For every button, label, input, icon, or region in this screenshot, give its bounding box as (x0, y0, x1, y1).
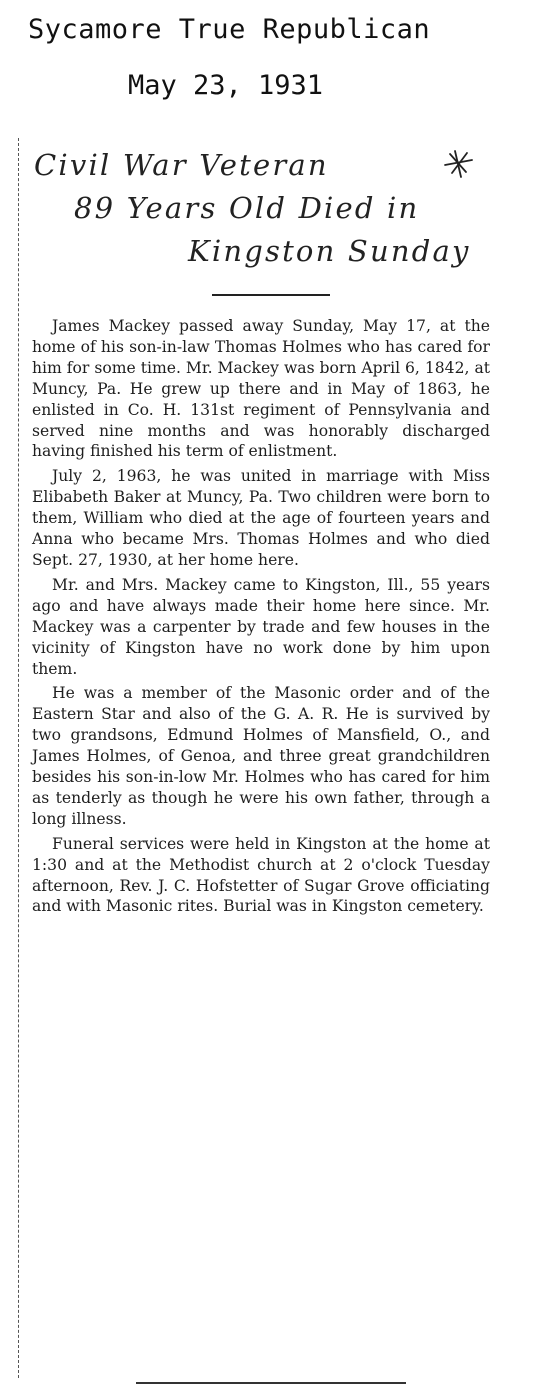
clipping-edge-line (18, 138, 19, 1378)
headline-divider (212, 294, 330, 296)
article-paragraph: July 2, 1963, he was united in marriage with Miss Elibabeth Baker at Muncy, Pa. Two children were born to them, William who died at the age of fourteen years and Anna who became Mrs. Thomas Holmes and who died Sept. 27, 1930, at her home here. (32, 467, 490, 569)
article-paragraph: Mr. and Mrs. Mackey came to Kingston, Ill., 55 years ago and have always made their home here since. Mr. Mackey was a carpenter by trade and few houses in the vicinity of Kingston have no work done by him upon them. (32, 575, 490, 678)
headline-line-3: Kingston Sunday (188, 234, 471, 268)
handwritten-star-mark-icon (442, 148, 474, 180)
publication-date: May 23, 1931 (128, 70, 324, 101)
article-paragraph: He was a member of the Masonic order and of the Eastern Star and also of the G. A. R. He is survived by two grandsons, Edmund Holmes of Mansfield, O., and James Holmes, of Genoa, and three great grandchildren besides his son-in-low Mr. Holmes who has cared for him as tenderly as though he were his own father, through a long illness. (32, 684, 490, 828)
newspaper-clipping (14, 138, 532, 1384)
headline-line-2: 89 Years Old Died in (74, 191, 420, 225)
article-paragraph: James Mackey passed away Sunday, May 17, at the home of his son-in-law Thomas Holmes who has cared for him for some time. Mr. Mackey was born April 6, 1842, at Muncy, Pa. He grew up there and in May of 1863, he enlisted in Co. H. 131st regiment of Pennsylvania and served nine months and was honorably discharged having finished his term of enlistment. (32, 317, 491, 461)
article-paragraph: Funeral services were held in Kingston at the home at 1:30 and at the Methodist church at 2 o'clock Tuesday afternoon, Rev. J. C. Hofstetter of Sugar Grove officiating and with Masonic rites. Burial was in Kingston cemetery. (32, 834, 490, 916)
newspaper-name: Sycamore True Republican (28, 14, 431, 45)
headline-line-1: Civil War Veteran (34, 148, 329, 182)
article-body (32, 316, 490, 921)
